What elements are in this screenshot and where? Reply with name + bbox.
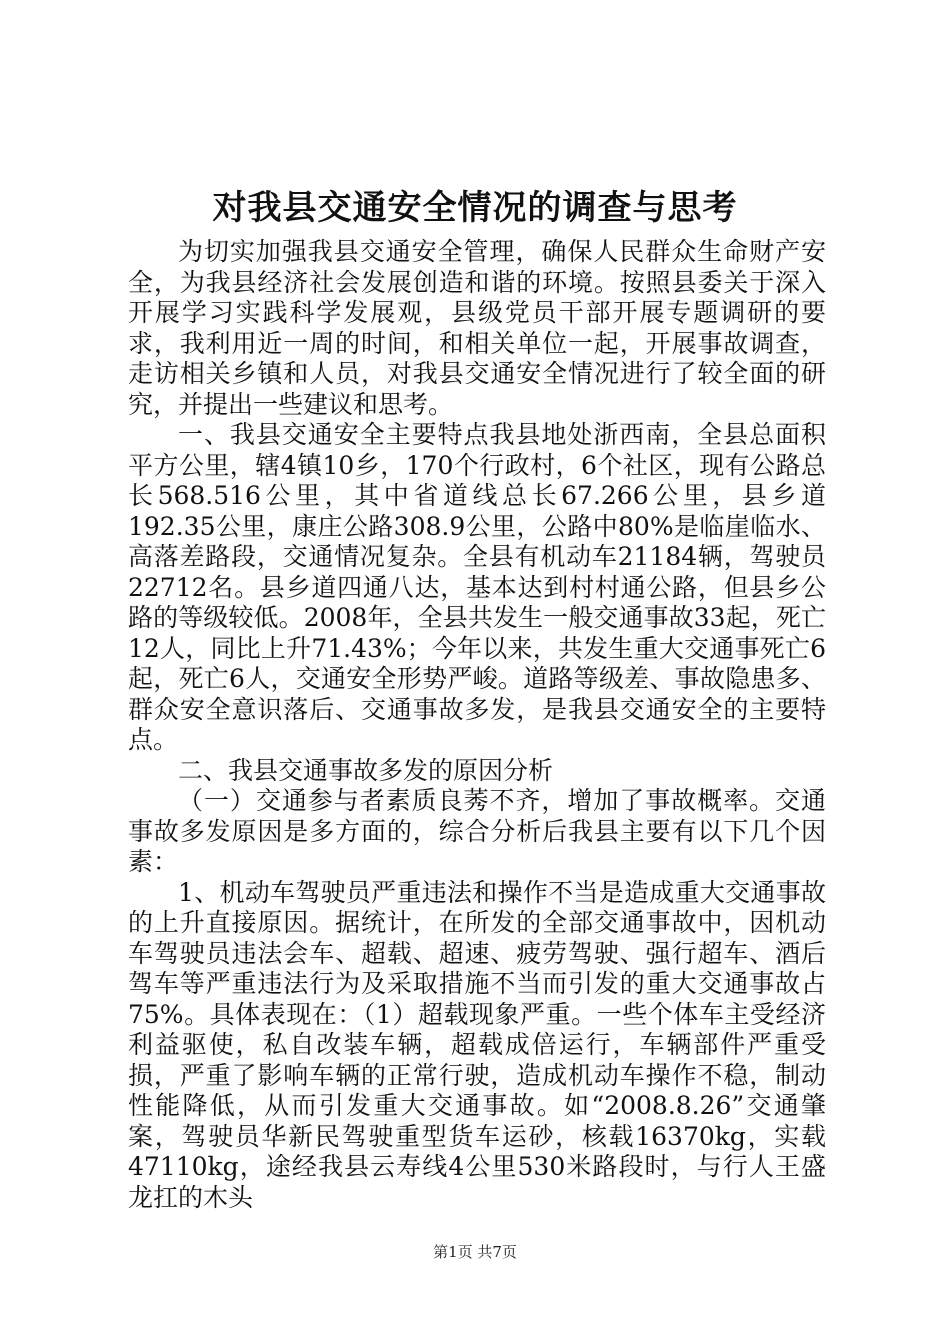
paragraph-section-one: 一、我县交通安全主要特点我县地处浙西南，全县总面积平方公里，辖4镇10乡，170个行政村，6个社区，现有公路总长568.516公里，其中省道线总长67.266公里，县乡道192.35公里，康庄公路308.9公里，公路中80%是临崖临水、高落差路段，交通情况复杂。全县有机动车21184辆，驾驶员22712名。县乡道四通八达，基本达到村村通公路，但县乡公路的等级较低。2008年，全县共发生一般交通事故33起，死亡12人，同比上升71.43%；今年以来，共发生重大交通事死亡6起，死亡6人，交通安全形势严峻。道路等级差、事故隐患多、群众安全意识落后、交通事故多发，是我县交通安全的主要特点。 (128, 420, 826, 754)
paragraph-point-one: 1、机动车驾驶员严重违法和操作不当是造成重大交通事故的上升直接原因。据统计，在所发的全部交通事故中，因机动车驾驶员违法会车、超载、超速、疲劳驾驶、强行超车、酒后驾车等严重违法行为及采取措施不当而引发的重大交通事故占75%。具体表现在：（1）超载现象严重。一些个体车主受经济利益驱使，私自改装车辆，超载成倍运行，车辆部件严重受损，严重了影响车辆的正常行驶，造成机动车操作不稳，制动性能降低，从而引发重大交通事故。如“2008.8.26”交通肇案，驾驶员华新民驾驶重型货车运砂，核载16370kg，实载47110kg，途经我县云寿线4公里530米路段时，与行人王盛龙扛的木头 (128, 877, 826, 1212)
document-title: 对我县交通安全情况的调查与思考 (212, 188, 738, 228)
page-number-footer: 第1页 共7页 (433, 1243, 517, 1261)
document-body (128, 237, 826, 1213)
section-heading-two: 二、我县交通事故多发的原因分析 (178, 755, 554, 785)
paragraph-subsection-one: （一）交通参与者素质良莠不齐，增加了事故概率。交通事故多发原因是多方面的，综合分析后我县主要有以下几个因素： (128, 786, 826, 876)
paragraph-intro: 为切实加强我县交通安全管理，确保人民群众生命财产安全，为我县经济社会发展创造和谐的环境。按照县委关于深入开展学习实践科学发展观，县级党员干部开展专题调研的要求，我利用近一周的时间，和相关单位一起，开展事故调查，走访相关乡镇和人员，对我县交通安全情况进行了较全面的研究，并提出一些建议和思考。 (128, 237, 826, 419)
